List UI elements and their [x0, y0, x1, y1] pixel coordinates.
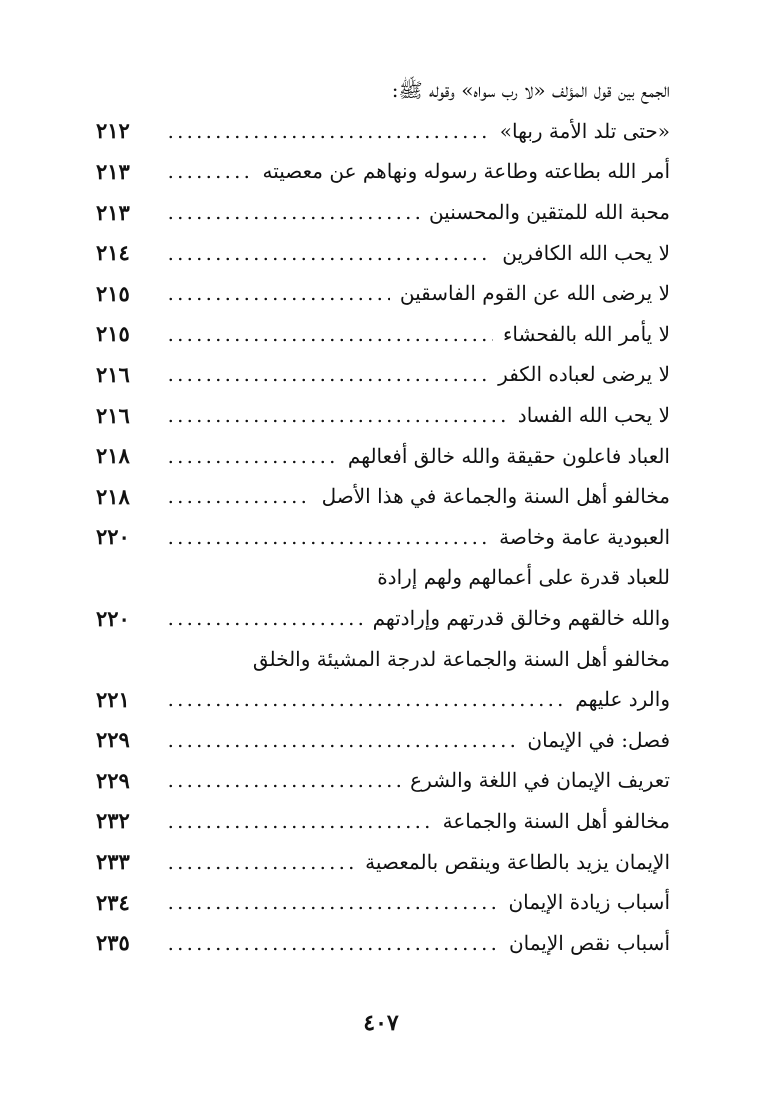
toc-entry-title: العبودية عامة وخاصة: [499, 524, 670, 549]
toc-entry-page: ٢٢٩: [96, 727, 130, 753]
toc-entry: [96, 638, 670, 679]
dot-leader: [166, 906, 498, 910]
toc-entry: [96, 476, 670, 517]
toc-entry-title: تعريف الإيمان في اللغة والشرع: [410, 768, 670, 793]
dot-leader: [166, 703, 565, 707]
toc-entry: [96, 192, 670, 233]
toc-entry: [96, 517, 670, 558]
toc-entry: [96, 151, 670, 192]
toc-entry: [96, 111, 670, 152]
toc-entry: [96, 395, 670, 436]
toc-entry-title: مخالفو أهل السنة والجماعة في هذا الأصل: [321, 484, 670, 509]
toc-entry-page: ٢١٢: [96, 118, 130, 144]
toc-entry-page: ٢١٨: [96, 483, 130, 509]
toc-entry: [96, 882, 670, 923]
toc-entry-page: ٢٣٤: [96, 889, 130, 915]
dot-leader: [166, 500, 312, 504]
dot-leader: [166, 866, 355, 870]
toc-entry: [96, 70, 670, 111]
toc-entry-title: والله خالقهم وخالق قدرتهم وإرادتهم: [372, 606, 670, 631]
toc-entry: [96, 841, 670, 882]
dot-leader: [166, 216, 419, 220]
toc-entry-page: ٢١٥: [96, 280, 130, 306]
toc-entry-page: ٢١٥: [96, 321, 130, 347]
toc-entry-title: مخالفو أهل السنة والجماعة: [442, 808, 670, 833]
toc-entry-title: لا يرضى لعباده الكفر: [498, 362, 670, 387]
dot-leader: [166, 947, 499, 951]
toc-entry-title: أسباب زيادة الإيمان: [508, 890, 670, 915]
dot-leader: [166, 622, 363, 626]
toc-entry-page: ٢٣٢: [96, 808, 130, 834]
toc-entry-title: مخالفو أهل السنة والجماعة لدرجة المشيئة والخلق: [252, 646, 670, 671]
toc-entry-title: لا يحب الله الكافرين: [502, 240, 670, 265]
toc-entry-title: الجمع بين قول المؤلف «لا رب سواه» وقوله ﷺ:: [391, 78, 670, 103]
toc-entry-page: ٢٢٩: [96, 767, 130, 793]
toc-entry-title: أمر الله بطاعته وطاعة رسوله ونهاهم عن معصيته: [262, 159, 670, 184]
dot-leader: [166, 541, 489, 545]
toc-entry-page: ٢٣٣: [96, 849, 130, 875]
toc-entry-page: ٢٣٥: [96, 930, 130, 956]
toc-entry: [96, 314, 670, 355]
dot-leader: [166, 419, 508, 423]
toc-entry: [96, 760, 670, 801]
toc-entry-title: «حتى تلد الأمة ربها»: [499, 118, 670, 143]
toc-entry-page: ٢١٦: [96, 361, 130, 387]
dot-leader: [166, 825, 433, 829]
dot-leader: [166, 744, 517, 748]
toc-entry-title: لا يرضى الله عن القوم الفاسقين: [399, 281, 670, 306]
toc-entry-page: ٢١٣: [96, 199, 130, 225]
toc-entry: [96, 598, 670, 639]
toc-entry-title: والرد عليهم: [575, 687, 670, 712]
toc-entry-title: فصل: في الإيمان: [527, 727, 670, 752]
dot-leader: [166, 297, 390, 301]
toc-entry: [96, 435, 670, 476]
toc-entry: [96, 557, 670, 598]
toc-entry-title: للعباد قدرة على أعمالهم ولهم إرادة: [377, 565, 670, 590]
dot-leader: [166, 378, 488, 382]
dot-leader: [166, 257, 492, 261]
toc-entry-page: ٢١٦: [96, 402, 130, 428]
dot-leader: [166, 338, 493, 342]
toc-entry: [96, 354, 670, 395]
toc-entry-title: لا يحب الله الفساد: [517, 403, 670, 428]
dot-leader: [166, 175, 253, 179]
toc-entry: [96, 232, 670, 273]
toc-entry: [96, 273, 670, 314]
toc-entry-page: ٢٢٠: [96, 524, 130, 550]
toc-entry-title: أسباب نقص الإيمان: [508, 930, 670, 955]
toc-entry: [96, 801, 670, 842]
dot-leader: [166, 135, 490, 139]
toc-entry-page: ٢١٣: [96, 158, 130, 184]
toc-entry-title: العباد فاعلون حقيقة والله خالق أفعالهم: [347, 443, 670, 468]
toc-entry-page: ٢١٨: [96, 443, 130, 469]
dot-leader: [166, 784, 400, 788]
toc-entry-title: محبة الله للمتقين والمحسنين: [428, 200, 670, 225]
toc-entry-page: ٢٢١: [96, 686, 130, 712]
toc-entry-title: لا يأمر الله بالفحشاء: [502, 321, 670, 346]
toc-entry: [96, 922, 670, 963]
table-of-contents: [96, 70, 670, 963]
toc-entry-title: الإيمان يزيد بالطاعة وينقص بالمعصية: [365, 849, 670, 874]
page-number: ٤٠٧: [363, 1010, 399, 1036]
toc-entry: [96, 720, 670, 761]
toc-entry: [96, 679, 670, 720]
toc-entry-page: ٢١٤: [96, 240, 130, 266]
dot-leader: [166, 460, 338, 464]
toc-entry-page: ٢٢٠: [96, 605, 130, 631]
